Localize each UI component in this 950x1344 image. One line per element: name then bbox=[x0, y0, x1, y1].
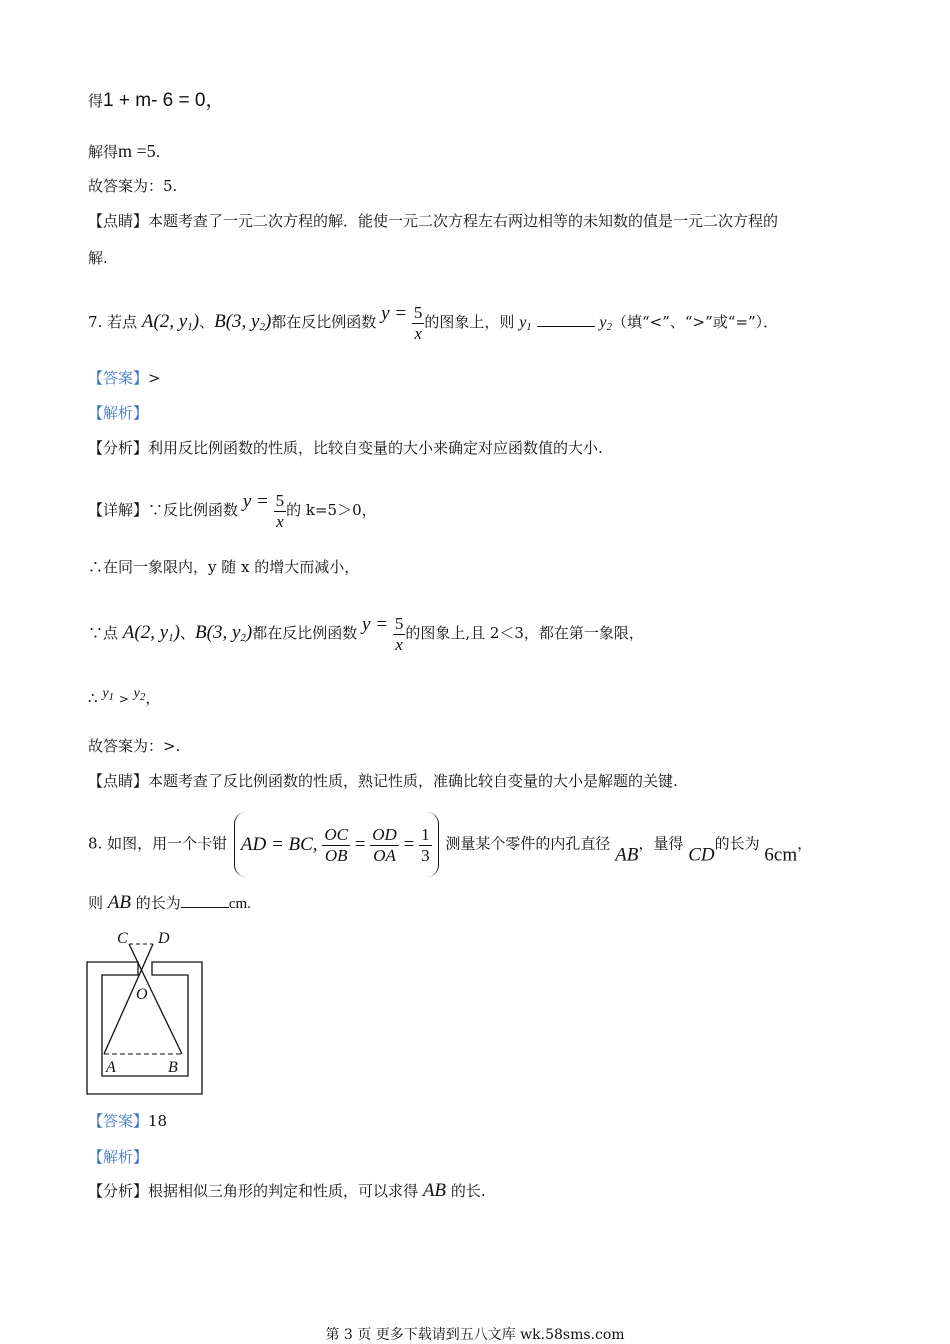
answer-blank[interactable] bbox=[181, 907, 229, 908]
q8-fenxi: 【分析】根据相似三角形的判定和性质，可以求得 AB 的长. bbox=[88, 1180, 486, 1201]
fraction-5-over-x: $\frac{5}{x}$ bbox=[413, 302, 423, 343]
q6-dianjing: 【点睛】本题考查了一元二次方程的解．能使一元二次方程左右两边相等的未知数的值是一元二次方程的 bbox=[88, 212, 779, 230]
q7-answer: 【答案】> bbox=[88, 369, 161, 387]
q8-answer: 【答案】18 bbox=[88, 1112, 168, 1130]
label-o: O bbox=[136, 986, 148, 1003]
caliper-condition: AD = BC, $\frac{OC}{OB}$ = $\frac{OD}{OA}$ = $\frac{1}{3}$ bbox=[234, 812, 439, 877]
q7-jiexi: 【解析】 bbox=[88, 404, 149, 422]
answer-blank[interactable] bbox=[537, 326, 595, 327]
q6-line-2: 解得m =5. bbox=[88, 141, 161, 161]
label-d: D bbox=[158, 930, 170, 947]
part-outline bbox=[87, 962, 202, 1094]
label-b: B bbox=[168, 1059, 178, 1076]
q6-line-1: 得1 + m- 6 = 0， bbox=[88, 90, 225, 111]
q8-question: 8. 如图，用一个卡钳 AD = BC, $\frac{OC}{OB}$ = $\frac{OD}{OA}$ = $\frac{1}{3}$ 测量某个零件的内孔直径 AB，量得 CD的长为 6cm， bbox=[88, 812, 812, 886]
q8-jiexi: 【解析】 bbox=[88, 1148, 149, 1166]
q6-answer: 故答案为：5. bbox=[88, 177, 178, 195]
q7-xiangjie-3: ∵点 A(2, $y_1$)、B(3, $y_2$)都在反比例函数 y = $\frac{5}{x}$ 的图象上,且 2＜3，都在第一象限， bbox=[88, 613, 644, 654]
caliper-diagram bbox=[82, 922, 212, 1100]
q7-guda: 故答案为：>. bbox=[88, 737, 181, 755]
label-c: C bbox=[117, 930, 128, 947]
page-footer: 第 3 页 更多下载请到五八文库 wk.58sms.com bbox=[325, 1327, 625, 1343]
q7-xiangjie-4: ∴ $y_1 > y_2$， bbox=[88, 686, 161, 707]
q7-dianjing: 【点睛】本题考查了反比例函数的性质，熟记性质，准确比较自变量的大小是解题的关键. bbox=[88, 772, 678, 790]
point-b: B(3, $y_2$) bbox=[214, 311, 272, 333]
q7-question: 7. 若点 A(2, $y_1$)、B(3, $y_2$)都在反比例函数 y = $\frac{5}{x}$ 的图象上，则 $y_1$ $y_2$（填“<”、“>”或“=”）． bbox=[88, 302, 779, 343]
point-a: A(2, $y_1$) bbox=[141, 311, 200, 333]
q7-xiangjie-2: ∴在同一象限内，y 随 x 的增大而减小， bbox=[88, 558, 360, 576]
q6-dianjing-cont: 解. bbox=[88, 249, 108, 267]
q8-question-2: 则 AB 的长为 cm. bbox=[88, 892, 251, 913]
q7-fenxi: 【分析】利用反比例函数的性质，比较自变量的大小来确定对应函数值的大小. bbox=[88, 439, 603, 457]
q7-xiangjie-1: 【详解】∵反比例函数 y = $\frac{5}{x}$ 的 k=5＞0， bbox=[88, 490, 377, 531]
label-a: A bbox=[106, 1059, 116, 1076]
